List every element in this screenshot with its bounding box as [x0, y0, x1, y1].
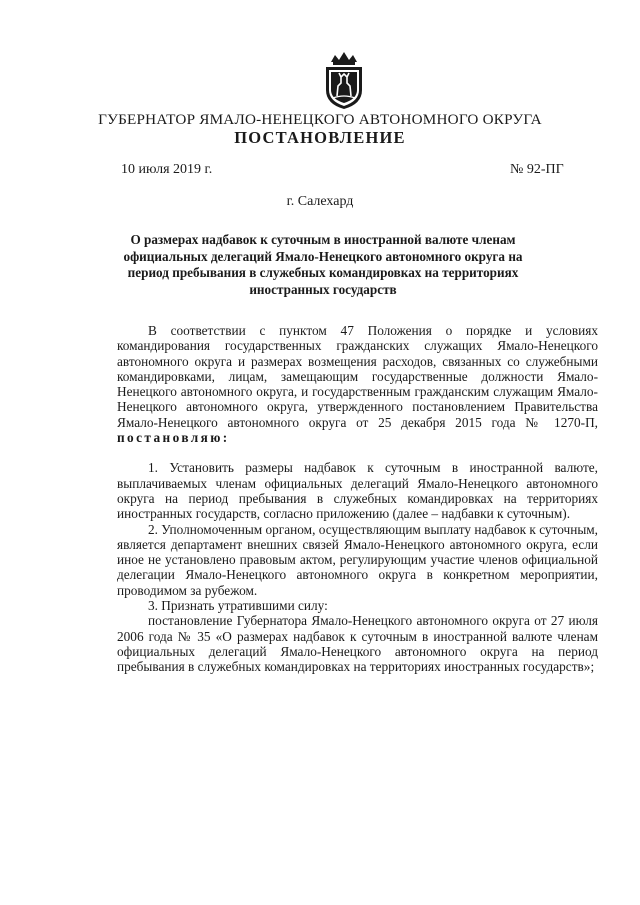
- document-title: О размерах надбавок к суточным в иностранной валюте членам официальных делегаций Ямало-Ненецкого автономного округа на период пребывания в служебных командировках на территориях иностранных государств: [123, 232, 523, 297]
- document-number: № 92-ПГ: [510, 162, 564, 177]
- decree-word: постановляю:: [117, 430, 230, 446]
- city-line: г. Салехард: [286, 194, 354, 209]
- document-date: 10 июля 2019 г.: [121, 162, 213, 177]
- preamble-text: В соответствии с пунктом 47 Положения о порядке и условиях командирования государственных гражданских служащих Ямало-Ненецкого автономного округа и размерах возмещения расходов, связанных со служебными командировками, лицам, замещающим государственные должности Ямало-Ненецкого автономного округа, и государственным гражданским служащим Ямало-Ненецкого автономного округа, утвержденного постановлением Правительства Ямало-Ненецкого автономного округа от 25 декабря 2015 года № 1270-П,: [117, 323, 598, 430]
- preamble-paragraph: [117, 323, 598, 445]
- paragraph-2: 2. Уполномоченным органом, осуществляющим выплату надбавок к суточным, является департамент внешних связей Ямало-Ненецкого автономного округа, если иное не установлено правовым актом, регулирующим участие членов официальной делегации Ямало-Ненецкого автономного округа в конкретном мероприятии, проводимом за рубежом.: [117, 521, 598, 598]
- yamal-nenets-coat-of-arms-icon: [319, 50, 369, 110]
- paragraph-3a: постановление Губернатора Ямало-Ненецкого автономного округа от 27 июля 2006 года № 35 «О размерах надбавок к суточным в иностранной валюте членам официальных делегаций Ямало-Ненецкого автономного округа на период пребывания в служебных командировках на территориях иностранных государств»;: [117, 613, 598, 675]
- paragraph-1: 1. Установить размеры надбавок к суточным в иностранной валюте, выплачиваемых членам официальных делегаций Ямало-Ненецкого автономного округа на период пребывания в служебных командировках на территориях иностранных государств, согласно приложению (далее – надбавки к суточным).: [117, 460, 598, 522]
- governor-heading: ГУБЕРНАТОР ЯМАЛО-НЕНЕЦКОГО АВТОНОМНОГО ОКРУГА: [98, 111, 542, 128]
- document-type-heading: ПОСТАНОВЛЕНИЕ: [234, 128, 406, 147]
- document-body: [117, 323, 598, 675]
- paragraph-3: 3. Признать утратившими силу:: [148, 598, 328, 614]
